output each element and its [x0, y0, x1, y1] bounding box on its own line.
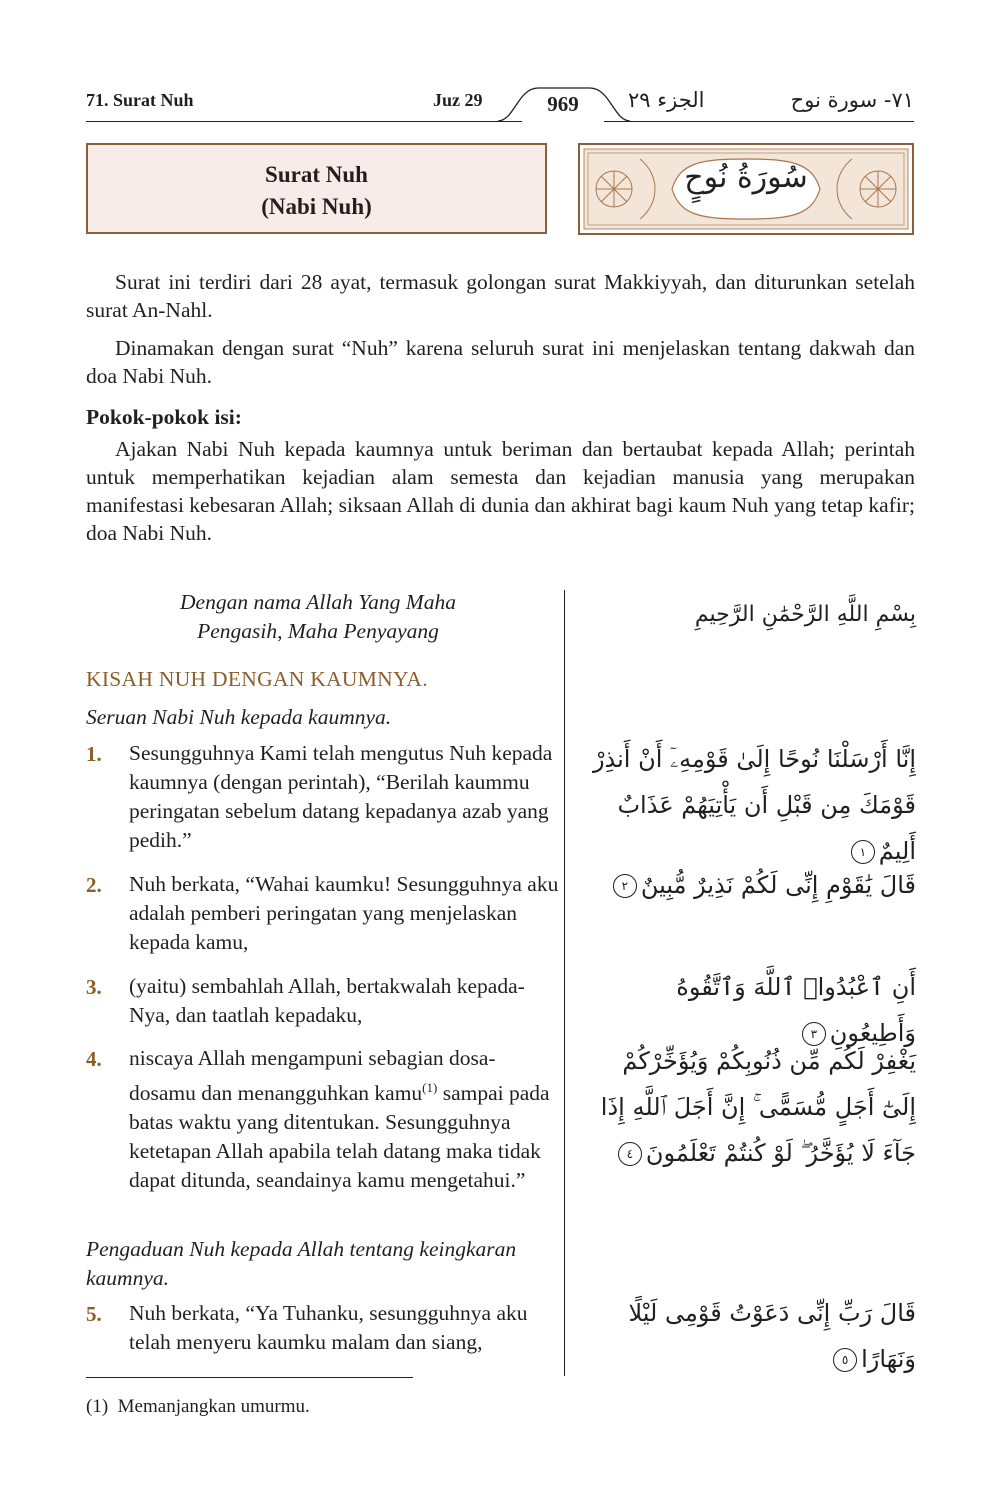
verse-text: (yaitu) sembahlah Allah, bertakwalah kepada-Nya, dan taatlah kepadaku, — [129, 974, 525, 1027]
surah-arabic: ٧١- سورة نوح — [790, 88, 914, 112]
verse-text-part-1: niscaya Allah mengampuni sebagian dosa-dosamu dan menangguhkan kamu — [129, 1046, 496, 1106]
basmalah-arabic: بِسْمِ اللَّهِ الرَّحْمَٰنِ الرَّحِيمِ — [694, 602, 916, 627]
verse-arabic-text: قَالَ يَٰقَوْمِ إِنِّى لَكُمْ نَذِيرٌ مُّبِينٌ — [640, 871, 916, 899]
footnote-reference[interactable]: (1) — [422, 1080, 438, 1095]
ayah-end-marker: ٤ — [618, 1142, 642, 1166]
juz-arabic: الجزء ٢٩ — [628, 88, 705, 112]
intro-paragraph-1: Surat ini terdiri dari 28 ayat, termasuk golongan surat Makkiyyah, dan diturunkan setelah surat An-Nahl. — [86, 270, 915, 322]
page-number: 969 — [547, 92, 579, 116]
verse-arabic-text: إِنَّا أَرْسَلْنَا نُوحًا إِلَىٰ قَوْمِهِۦٓ أَنْ أَنذِرْ قَوْمَكَ مِن قَبْلِ أَن يَأْتِيَهُمْ عَذَابٌ أَلِيمٌ — [592, 745, 916, 865]
verse-text — [129, 1044, 559, 1195]
ayah-end-marker: ٣ — [802, 1022, 826, 1046]
basmalah-translation — [120, 588, 516, 646]
pokok-heading: Pokok-pokok isi: — [86, 405, 242, 429]
verse-number: 2. — [86, 873, 102, 897]
surah-title-box — [86, 143, 547, 234]
column-divider — [564, 590, 565, 1376]
verse-arabic-text: أَنِ ٱعْبُدُوا۟ ٱللَّهَ وَٱتَّقُوهُ وَأَطِيعُونِ — [676, 973, 916, 1047]
basmalah-line-1: Dengan nama Allah Yang Maha — [180, 590, 456, 614]
verse-text: Sesungguhnya Kami telah mengutus Nuh kepada kaumnya (dengan perintah), “Berilah kaummu peringatan sebelum datang kepadanya azab yang pedih.” — [129, 741, 553, 852]
section-subheading-1: Seruan Nabi Nuh kepada kaumnya. — [86, 705, 392, 729]
ayah-end-marker: ٢ — [613, 874, 637, 898]
verse-text: Nuh berkata, “Wahai kaumku! Sesungguhnya aku adalah pemberi peringatan yang menjelaskan kepada kamu, — [129, 872, 559, 954]
intro-paragraph-3: Ajakan Nabi Nuh kepada kaumnya untuk beriman dan bertaubat kepada Allah; perintah untuk memperhatikan kejadian alam semesta dan kejadian manusia yang merupakan manifestasi kebesaran Allah; siksaan Allah di dunia dan akhirat bagi kaum Nuh yang tetap kafir; doa Nabi Nuh. — [86, 437, 915, 545]
verse-arabic — [586, 1290, 916, 1382]
verse-arabic — [586, 862, 916, 908]
section-subheading-2: Pengaduan Nuh kepada Allah tentang keingkaran kaumnya. — [86, 1237, 517, 1290]
verse-number: 3. — [86, 975, 102, 999]
ayah-end-marker: ٥ — [833, 1348, 857, 1372]
footnote — [86, 1396, 310, 1418]
header-rule-right — [604, 121, 914, 122]
verse-arabic-text: يَغْفِرْ لَكُم مِّن ذُنُوبِكُمْ وَيُؤَخِّرْكُمْ إِلَىٰٓ أَجَلٍ مُّسَمًّى ۚ إِنَّ أَجَلَ ٱللَّهِ إِذَا جَآءَ لَا يُؤَخَّرُ ۖ لَوْ كُنتُمْ تَعْلَمُونَ — [600, 1047, 916, 1167]
surah-title: Surat Nuh — [265, 162, 368, 187]
surah-subtitle: (Nabi Nuh) — [261, 194, 372, 219]
surah-title-arabic: سُورَةُ نُوحٍ — [684, 160, 808, 195]
section-heading: KISAH NUH DENGAN KAUMNYA. — [86, 667, 428, 691]
verse-text: Nuh berkata, “Ya Tuhanku, sesungguhnya aku telah menyeru kaumku malam dan siang, — [129, 1301, 528, 1354]
verse-number: 5. — [86, 1302, 102, 1326]
footnote-number: (1) — [86, 1396, 109, 1417]
header-rule-left — [86, 121, 522, 122]
surah-label: 71. Surat Nuh — [86, 90, 194, 110]
verse-arabic-text: قَالَ رَبِّ إِنِّى دَعَوْتُ قَوْمِى لَيْلًا وَنَهَارًا — [628, 1299, 916, 1373]
ayah-end-marker: ١ — [851, 840, 875, 864]
basmalah-line-2: Pengasih, Maha Penyayang — [197, 619, 439, 643]
verse-text-part-2: sampai pada batas waktu yang ditentukan. Sesungguhnya ketetapan Allah apabila telah datang maka tidak dapat ditunda, seandainya kamu mengetahui.” — [129, 1081, 550, 1193]
verse-number: 1. — [86, 742, 102, 766]
footnote-rule — [86, 1377, 413, 1378]
juz-label: Juz 29 — [433, 90, 483, 110]
verse-number: 4. — [86, 1047, 102, 1071]
intro-paragraph-2: Dinamakan dengan surat “Nuh” karena seluruh surat ini menjelaskan tentang dakwah dan doa Nabi Nuh. — [86, 336, 915, 388]
footnote-text: Memanjangkan umurmu. — [117, 1396, 310, 1417]
verse-arabic — [586, 736, 916, 874]
verse-arabic — [586, 1038, 916, 1176]
